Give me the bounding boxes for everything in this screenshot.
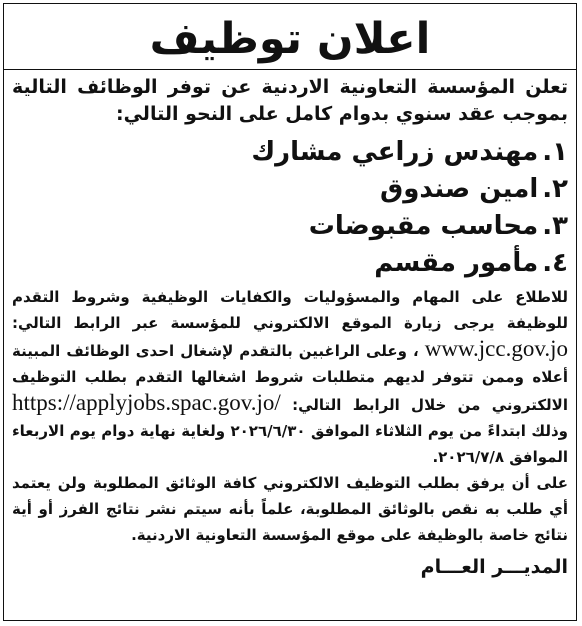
- job-number: ٤.: [542, 248, 568, 278]
- job-item-4: [12, 245, 568, 282]
- documents-paragraph: على أن يرفق بطلب التوظيف الالكتروني كافة الوثائق المطلوبة ولن يعتمد أي طلب به نقص بالوثائق المطلوبة، علماً بأنه سيتم نشر نتائج الفرز أو أية نتائج خاصة بالوظيفة على موقع المؤسسة التعاونية الاردنية.: [12, 474, 568, 544]
- signature: المديـــر العـــام: [420, 556, 568, 578]
- application-link[interactable]: https://applyjobs.spac.gov.jo/: [12, 390, 281, 415]
- job-number: ٣.: [542, 211, 568, 241]
- ad-content: [4, 4, 576, 578]
- job-item-3: [12, 208, 568, 245]
- application-details-paragraph: [12, 284, 568, 470]
- details-text-part-1: للاطلاع على المهام والمسؤوليات والكفايات الوظيفية وشروط التقدم للوظيفة يرجى زيارة الموقع الالكتروني للمؤسسة عبر الرابط التالي:: [12, 288, 568, 332]
- job-number: ١.: [542, 137, 568, 167]
- job-item-1: [12, 134, 568, 171]
- job-list: [12, 134, 568, 282]
- details-text-part-3: وذلك ابتداءً من يوم الثلاثاء الموافق ٢٠٢٦/٦/٣٠ ولغاية نهاية دوام يوم الاربعاء الموافق ٢٠٢٦/٧/٨.: [12, 422, 568, 466]
- job-title: امين صندوق: [380, 174, 539, 204]
- job-advertisement: [3, 3, 577, 621]
- ad-title: اعلان توظيف: [149, 14, 431, 64]
- job-title: مأمور مقسم: [374, 248, 539, 278]
- intro-paragraph: تعلن المؤسسة التعاونية الاردنية عن توفر الوظائف التالية بموجب عقد سنوي بدوام كامل على النحو التالي:: [12, 76, 568, 125]
- website-link[interactable]: www.jcc.gov.jo: [424, 336, 568, 361]
- job-title: محاسب مقبوضات: [308, 211, 539, 241]
- title-divider: [4, 69, 576, 70]
- job-item-2: [12, 171, 568, 208]
- details-text-part-2: ، وعلى الراغبين بالتقدم لإشغال احدى الوظائف المبينة أعلاه وممن تتوفر لديهم متطلبات شروط اشغالها التقدم بطلب التوظيف الالكتروني من خلال الرابط التالي:: [12, 342, 568, 414]
- job-title: مهندس زراعي مشارك: [251, 137, 539, 167]
- job-number: ٢.: [542, 174, 568, 204]
